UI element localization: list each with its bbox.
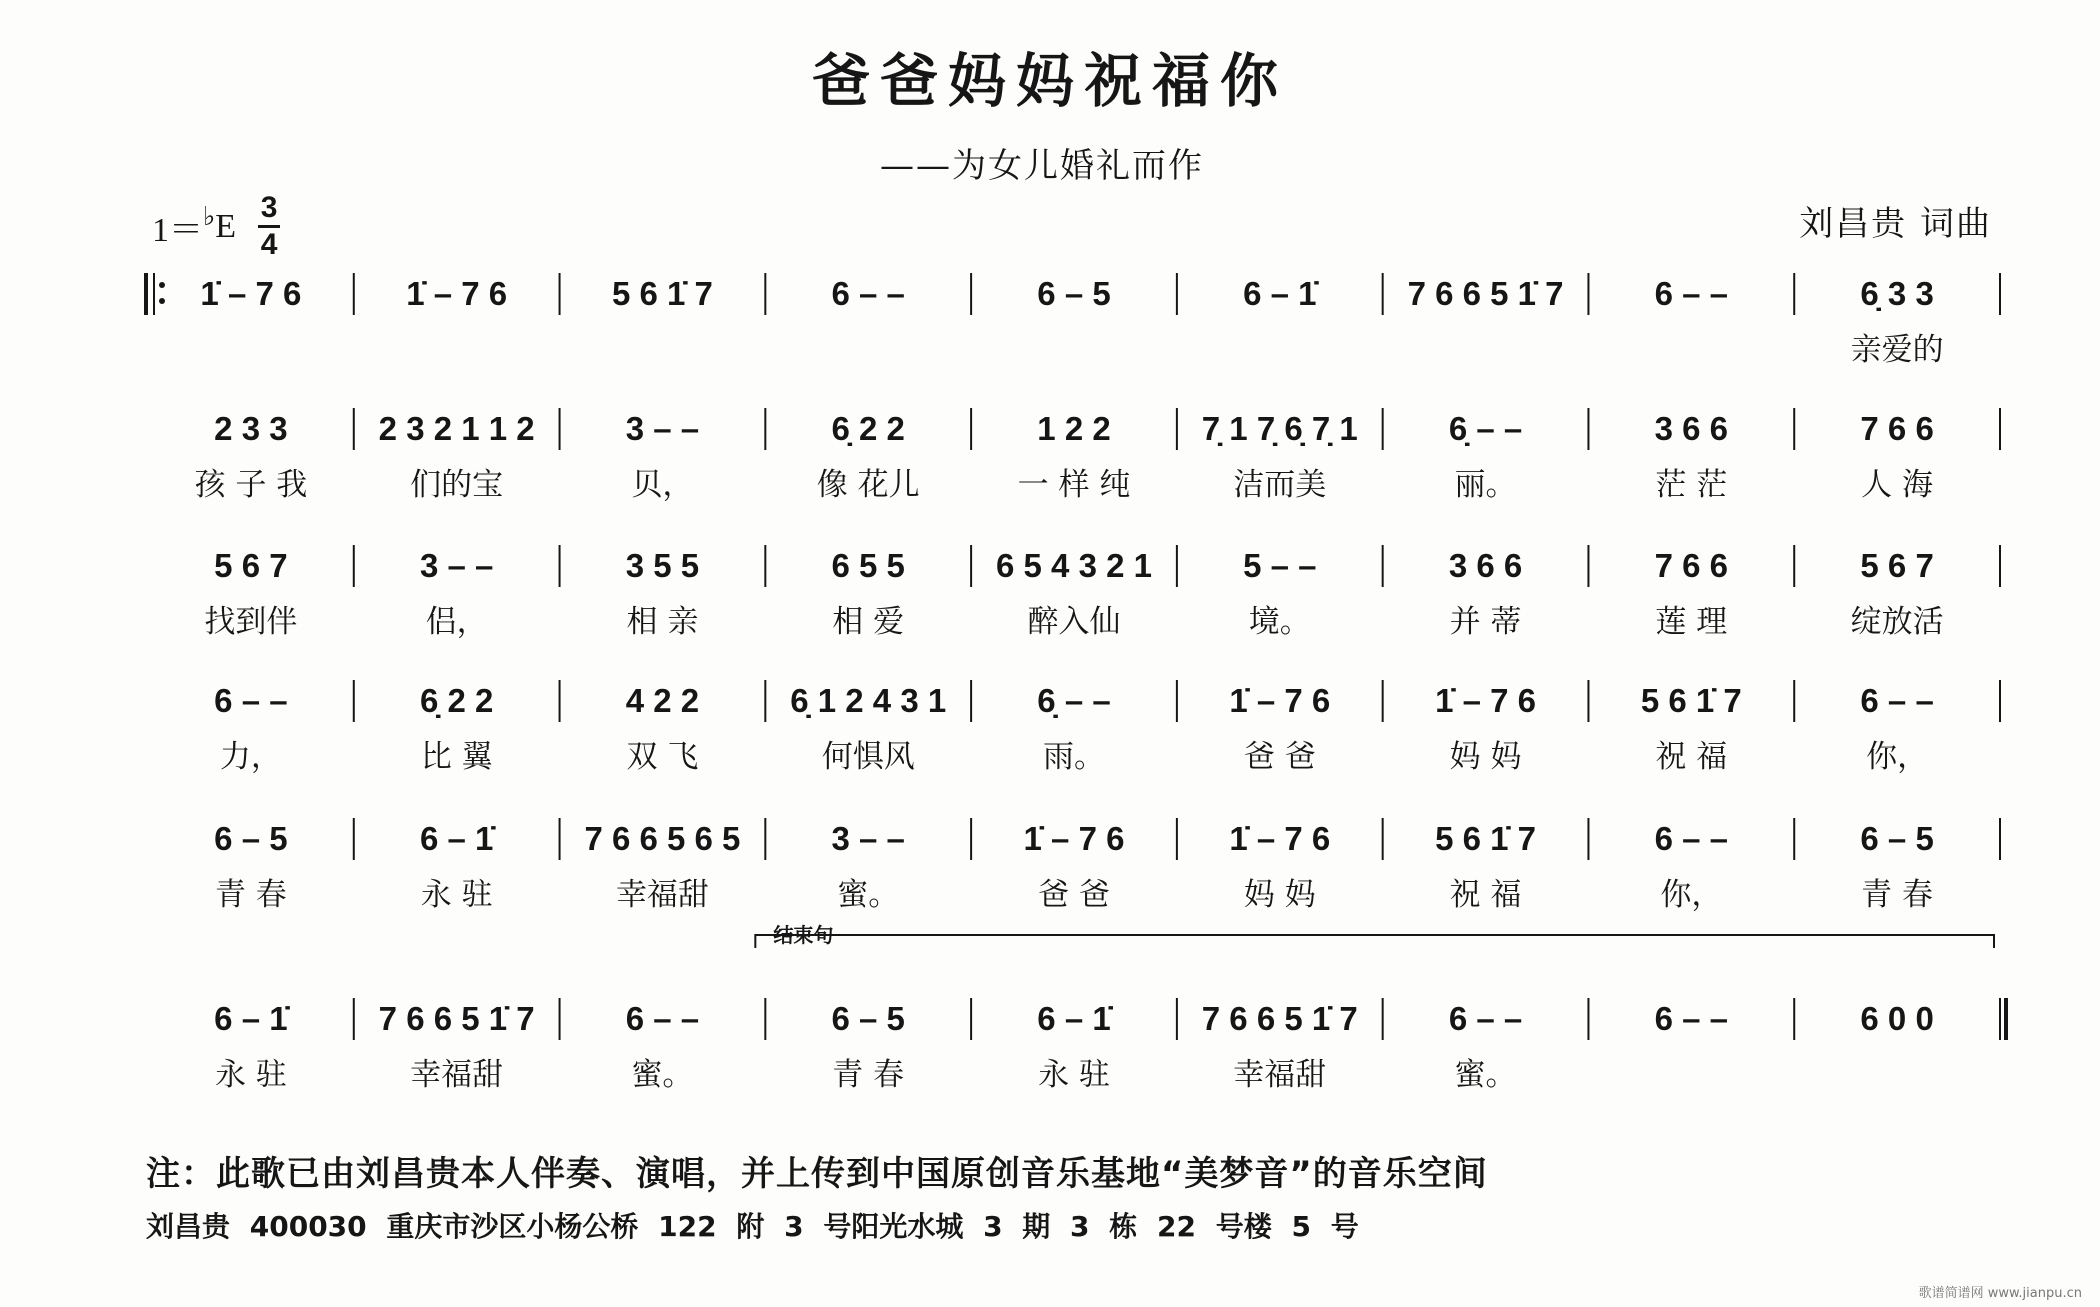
time-signature-top: 3 bbox=[260, 191, 278, 224]
measure-lyrics: 贝， bbox=[631, 467, 694, 503]
measure-notes: 6 – 1̇ bbox=[419, 820, 494, 857]
contact-info: 刘昌贵 400030 重庆市沙区小杨公桥 122 附 3 号阳光水城 3 期 3 栋 22 号楼 5 号 bbox=[146, 1210, 1359, 1243]
measure-lyrics: 你， bbox=[1660, 877, 1723, 913]
measure-lyrics: 力， bbox=[219, 739, 282, 775]
measure-notes: 6̣ – – bbox=[1448, 410, 1523, 447]
measure-notes: 6 – – bbox=[1654, 1000, 1729, 1037]
footnote: 注：此歌已由刘昌贵本人伴奏、演唱，并上传到中国原创音乐基地“美梦音”的音乐空间 bbox=[146, 1154, 1488, 1194]
measure-notes: 1̇ – 7 6 bbox=[1229, 820, 1331, 857]
measure-lyrics: 祝 福 bbox=[1655, 739, 1728, 775]
measure-lyrics: 洁而美 bbox=[1233, 467, 1327, 503]
measure-lyrics: 爸 爸 bbox=[1243, 739, 1316, 775]
measure-notes: 1̇ – 7 6 bbox=[1023, 820, 1125, 857]
measure-lyrics: 幸福甜 bbox=[615, 877, 709, 913]
repeat-dot bbox=[159, 298, 165, 304]
measure-notes: 3 – – bbox=[625, 410, 700, 447]
measure-lyrics: 幸福甜 bbox=[1233, 1057, 1327, 1093]
measure-notes: 6̣ 3 3 bbox=[1860, 275, 1934, 312]
measure-notes: 6 – – bbox=[1654, 275, 1729, 312]
measure-notes: 3 – – bbox=[419, 547, 494, 584]
measure-notes: 7̣ 1 7̣ 6̣ 7̣ 1 bbox=[1201, 410, 1358, 447]
measure-notes: 1 2 2 bbox=[1037, 410, 1111, 447]
measure-notes: 7 6 6 5 6 5 bbox=[584, 820, 741, 857]
measure-lyrics: 并 蒂 bbox=[1449, 604, 1522, 640]
measure-notes: 3 5 5 bbox=[625, 547, 700, 584]
measure-lyrics: 永 驻 bbox=[1038, 1057, 1110, 1093]
measure-notes: 1̇ – 7 6 bbox=[200, 275, 302, 312]
measure-lyrics: 永 驻 bbox=[214, 1057, 287, 1093]
song-subtitle: ——为女儿婚礼而作 bbox=[880, 146, 1204, 186]
measure-lyrics: 青 春 bbox=[214, 877, 287, 913]
key-letter: E bbox=[215, 207, 237, 245]
measure-notes: 6 0 0 bbox=[1860, 1000, 1934, 1037]
measure-notes: 3 6 6 bbox=[1654, 410, 1729, 447]
measure-notes: 1̇ – 7 6 bbox=[406, 275, 508, 312]
measure-lyrics: 比 翼 bbox=[420, 739, 493, 775]
measure-lyrics: 莲 理 bbox=[1655, 604, 1728, 640]
measure-notes: 6̣ 1 2 4 3 1 bbox=[790, 682, 947, 719]
measure-notes: 5 6 1̇ 7 bbox=[1640, 682, 1742, 719]
measure-lyrics: 茫 茫 bbox=[1655, 467, 1728, 503]
measure-lyrics: 蜜。 bbox=[1454, 1057, 1517, 1093]
measure-notes: 5 6 1̇ 7 bbox=[611, 275, 713, 312]
end-phrase-label: 结束句 bbox=[773, 925, 834, 947]
measure-notes: 2 3 2 1 1 2 bbox=[378, 410, 535, 447]
measure-lyrics: 青 春 bbox=[832, 1057, 905, 1093]
measure-notes: 7 6 6 5 1̇ 7 bbox=[378, 1000, 535, 1037]
measure-lyrics: 爸 爸 bbox=[1038, 877, 1110, 913]
flat-sign-icon: ♭ bbox=[203, 201, 216, 231]
measure-notes: 5 6 7 bbox=[1860, 547, 1934, 584]
measure-lyrics: 雨。 bbox=[1043, 739, 1105, 775]
measure-lyrics: 相 亲 bbox=[626, 604, 699, 640]
measure-lyrics: 妈 妈 bbox=[1243, 877, 1316, 913]
time-signature-bottom: 4 bbox=[260, 228, 278, 261]
measure-notes: 6 5 4 3 2 1 bbox=[996, 547, 1152, 584]
measure-lyrics: 祝 福 bbox=[1449, 877, 1522, 913]
measure-lyrics: 双 飞 bbox=[626, 739, 699, 775]
repeat-dot bbox=[159, 282, 165, 288]
measure-lyrics: 像 花儿 bbox=[816, 467, 920, 503]
measure-notes: 7 6 6 5 1̇ 7 bbox=[1201, 1000, 1358, 1037]
measure-lyrics: 蜜。 bbox=[631, 1057, 694, 1093]
measure-notes: 5 6 1̇ 7 bbox=[1435, 820, 1537, 857]
measure-notes: 1̇ – 7 6 bbox=[1435, 682, 1537, 719]
measure-notes: 3 – – bbox=[831, 820, 905, 857]
measure-notes: 7 6 6 5 1̇ 7 bbox=[1407, 275, 1564, 312]
measure-lyrics: 亲爱的 bbox=[1850, 332, 1944, 368]
measure-notes: 6 – 5 bbox=[831, 1000, 905, 1037]
measure-notes: 2 3 3 bbox=[214, 410, 288, 447]
measure-notes: 6 – – bbox=[1448, 1000, 1523, 1037]
measure-notes: 6̣ 2 2 bbox=[831, 410, 905, 447]
measure-notes: 5 – – bbox=[1243, 547, 1317, 584]
measure-lyrics: 境。 bbox=[1248, 604, 1311, 640]
measure-notes: 6 – – bbox=[1860, 682, 1934, 719]
measure-lyrics: 绽放活 bbox=[1850, 604, 1944, 640]
measure-notes: 6 – 5 bbox=[214, 820, 288, 857]
measure-lyrics: 永 驻 bbox=[420, 877, 493, 913]
measure-notes: 6 – – bbox=[625, 1000, 700, 1037]
measure-notes: 4 2 2 bbox=[625, 682, 700, 719]
measure-notes: 3 6 6 bbox=[1448, 547, 1523, 584]
measure-lyrics: 找到伴 bbox=[204, 604, 298, 640]
measure-lyrics: 何惧风 bbox=[821, 739, 915, 775]
measure-lyrics: 一 样 纯 bbox=[1017, 467, 1131, 503]
measure-notes: 5 6 7 bbox=[214, 547, 288, 584]
measure-lyrics: 妈 妈 bbox=[1449, 739, 1522, 775]
measure-lyrics: 相 爱 bbox=[832, 604, 905, 640]
end-phrase-bracket bbox=[755, 935, 1994, 948]
measure-notes: 6 – 1̇ bbox=[1243, 275, 1317, 312]
key-prefix: 1＝ bbox=[152, 212, 203, 249]
measure-lyrics: 侣， bbox=[425, 604, 488, 640]
measure-lyrics: 丽。 bbox=[1454, 467, 1517, 503]
measure-notes: 6̣ 2 2 bbox=[419, 682, 494, 719]
measure-notes: 6 5 5 bbox=[831, 547, 905, 584]
measure-notes: 6 – 5 bbox=[1037, 275, 1111, 312]
song-title: 爸爸妈妈祝福你 bbox=[811, 47, 1288, 115]
measure-notes: 6 – 5 bbox=[1860, 820, 1934, 857]
watermark: 歌谱简谱网 www.jianpu.cn bbox=[1918, 1286, 2082, 1301]
measure-notes: 6̣ – – bbox=[1037, 682, 1111, 719]
measure-lyrics: 青 春 bbox=[1861, 877, 1934, 913]
measure-notes: 1̇ – 7 6 bbox=[1229, 682, 1331, 719]
measure-lyrics: 蜜。 bbox=[837, 877, 900, 913]
measure-notes: 6 – 1̇ bbox=[1037, 1000, 1111, 1037]
measure-lyrics: 你， bbox=[1866, 739, 1929, 775]
measure-notes: 7 6 6 bbox=[1860, 410, 1934, 447]
composer-credit: 刘昌贵 词曲 bbox=[1799, 204, 1992, 244]
measure-notes: 6 – – bbox=[1654, 820, 1729, 857]
measure-lyrics: 孩 子 我 bbox=[194, 467, 308, 503]
measure-notes: 6 – – bbox=[831, 275, 905, 312]
measure-lyrics: 醉入仙 bbox=[1027, 604, 1121, 640]
measure-lyrics: 人 海 bbox=[1861, 467, 1934, 503]
measure-notes: 6 – 1̇ bbox=[214, 1000, 288, 1037]
measure-lyrics: 们的宝 bbox=[410, 467, 504, 503]
measure-notes: 7 6 6 bbox=[1654, 547, 1729, 584]
measure-lyrics: 幸福甜 bbox=[410, 1057, 504, 1093]
measure-notes: 6 – – bbox=[214, 682, 288, 719]
